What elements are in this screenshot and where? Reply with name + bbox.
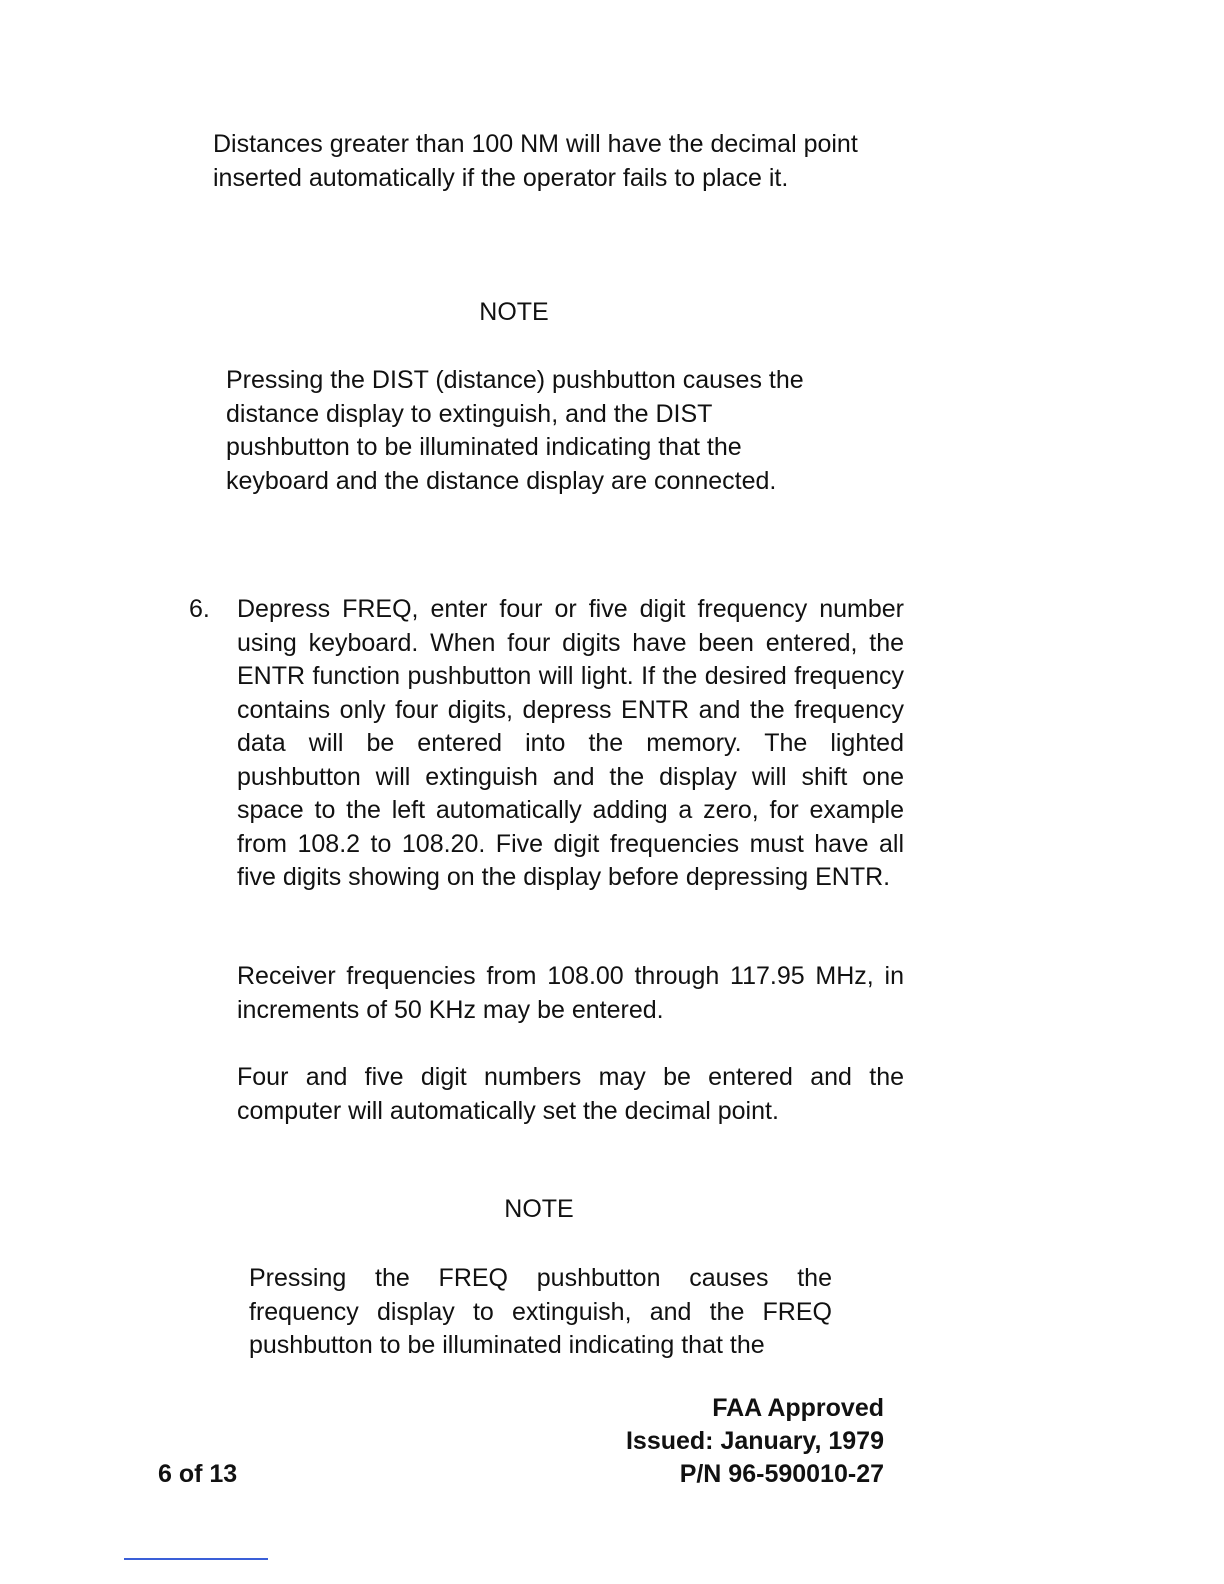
footer-approval-block [626,1392,884,1491]
receiver-frequency-range: Receiver frequencies from 108.00 through 117.95 MHz, in increments of 50 KHz may be entered. [237,962,904,1024]
note-body-frequency: Pressing the FREQ pushbutton causes the frequency display to extinguish, and the FREQ pushbutton to be illuminated indicating that the [249,1264,832,1359]
digit-entry-note: Four and five digit numbers may be entered and the computer will automatically set the decimal point. [237,1063,904,1125]
faa-approved-label: FAA Approved [712,1394,884,1422]
step-number: 6. [189,595,210,623]
note-heading-frequency: NOTE [504,1195,574,1223]
note-heading-distance: NOTE [479,298,549,326]
intro-paragraph: Distances greater than 100 NM will have the decimal point inserted automatically if the operator fails to place it. [213,130,858,192]
part-number: P/N 96-590010-27 [679,1460,884,1488]
note-body-distance: Pressing the DIST (distance) pushbutton causes the distance display to extinguish, and the DIST pushbutton to be illuminated indicating that the keyboard and the distance display are connected. [226,366,804,495]
issue-date: Issued: January, 1979 [625,1427,884,1455]
step-frequency-instructions: Depress FREQ, enter four or five digit frequency number using keyboard. When four digits have been entered, the ENTR function pushbutton will light. If the desired frequency contains only four digits, depress ENTR and the frequency data will be entered into the memory. The lighted pushbutton will extinguish and the display will shift one space to the left automatically adding a zero, for example from 108.2 to 108.20. Five digit frequencies must have all five digits showing on the display before depressing ENTR. [237,595,904,891]
page-number: 6 of 13 [158,1460,238,1488]
scan-artifact-line [124,1558,268,1560]
